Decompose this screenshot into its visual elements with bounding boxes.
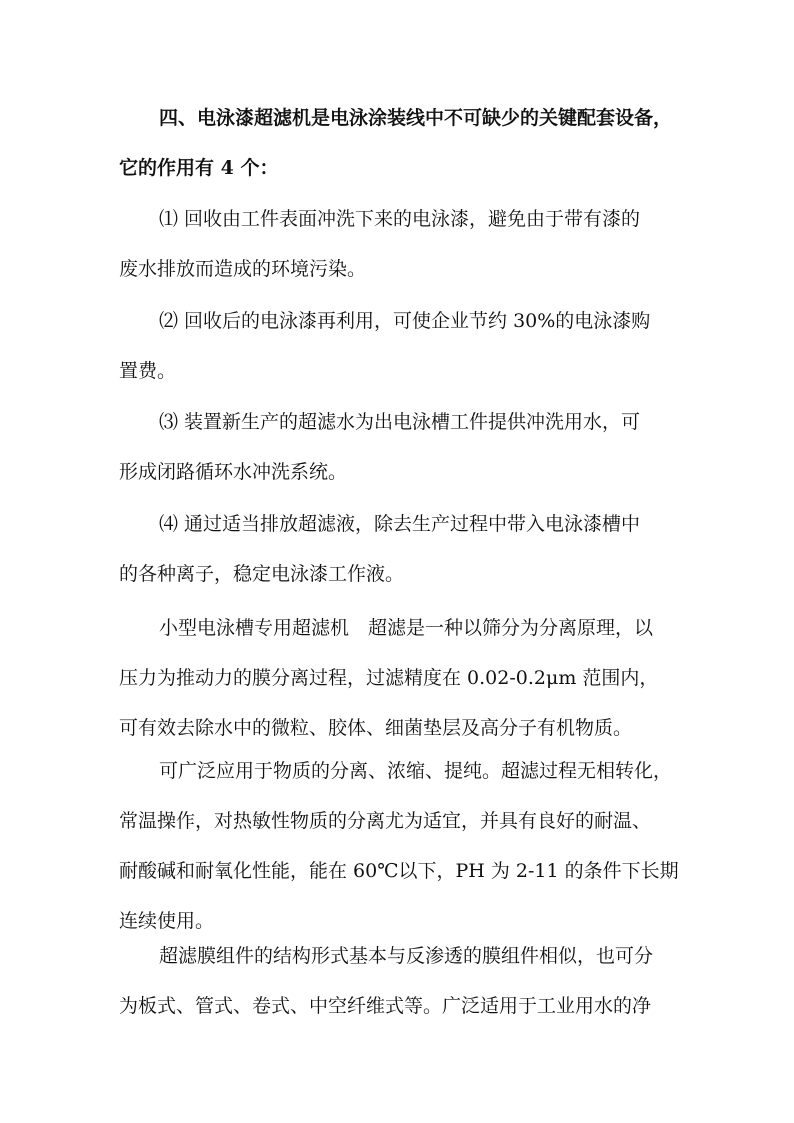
item-1-line-2: 废水排放而造成的环境污染。 <box>119 258 367 280</box>
application-line-4: 连续使用。 <box>119 910 215 932</box>
function-item-2 <box>119 296 691 396</box>
application-line-2: 常温操作，对热敏性物质的分离尤为适宜，并具有良好的耐温、 <box>119 810 652 832</box>
small-machine-line-2: 压力为推动力的膜分离过程，过滤精度在 0.02-0.2μm 范围内， <box>119 667 659 689</box>
function-item-4 <box>119 499 691 599</box>
item-4-line-2: 的各种离子，稳定电泳漆工作液。 <box>119 563 405 585</box>
small-machine-line-3: 可有效去除水中的微粒、胶体、细菌垫层及高分子有机物质。 <box>119 717 633 739</box>
small-machine-line-1: 小型电泳槽专用超滤机 超滤是一种以筛分为分离原理，以 <box>159 617 654 639</box>
membrane-line-2: 为板式、管式、卷式、中空纤维式等。广泛适用于工业用水的净 <box>119 995 652 1017</box>
item-3-line-2: 形成闭路循环水冲洗系统。 <box>119 461 348 483</box>
item-2-line-2: 置费。 <box>119 360 177 382</box>
heading-line-1: 四、电泳漆超滤机是电泳涂装线中不可缺少的关键配套设备， <box>159 107 673 129</box>
section-heading <box>119 93 691 193</box>
function-item-1 <box>119 194 691 294</box>
item-4-line-1: ⑷ 通过适当排放超滤液，除去生产过程中带入电泳漆槽中 <box>159 513 641 535</box>
application-paragraph <box>119 746 691 946</box>
item-2-line-1: ⑵ 回收后的电泳漆再利用，可使企业节约 30%的电泳漆购 <box>159 310 651 332</box>
membrane-paragraph <box>119 931 691 1031</box>
membrane-line-1: 超滤膜组件的结构形式基本与反渗透的膜组件相似，也可分 <box>159 945 654 967</box>
application-line-3: 耐酸碱和耐氧化性能，能在 60℃以下，PH 为 2-11 的条件下长期 <box>119 860 679 882</box>
function-item-3 <box>119 397 691 497</box>
item-1-line-1: ⑴ 回收由工件表面冲洗下来的电泳漆，避免由于带有漆的 <box>159 208 641 230</box>
heading-line-2: 它的作用有 4 个： <box>119 157 279 179</box>
small-machine-paragraph <box>119 603 691 753</box>
application-line-1: 可广泛应用于物质的分离、浓缩、提纯。超滤过程无相转化， <box>159 760 673 782</box>
item-3-line-1: ⑶ 装置新生产的超滤水为出电泳槽工件提供冲洗用水，可 <box>159 411 641 433</box>
